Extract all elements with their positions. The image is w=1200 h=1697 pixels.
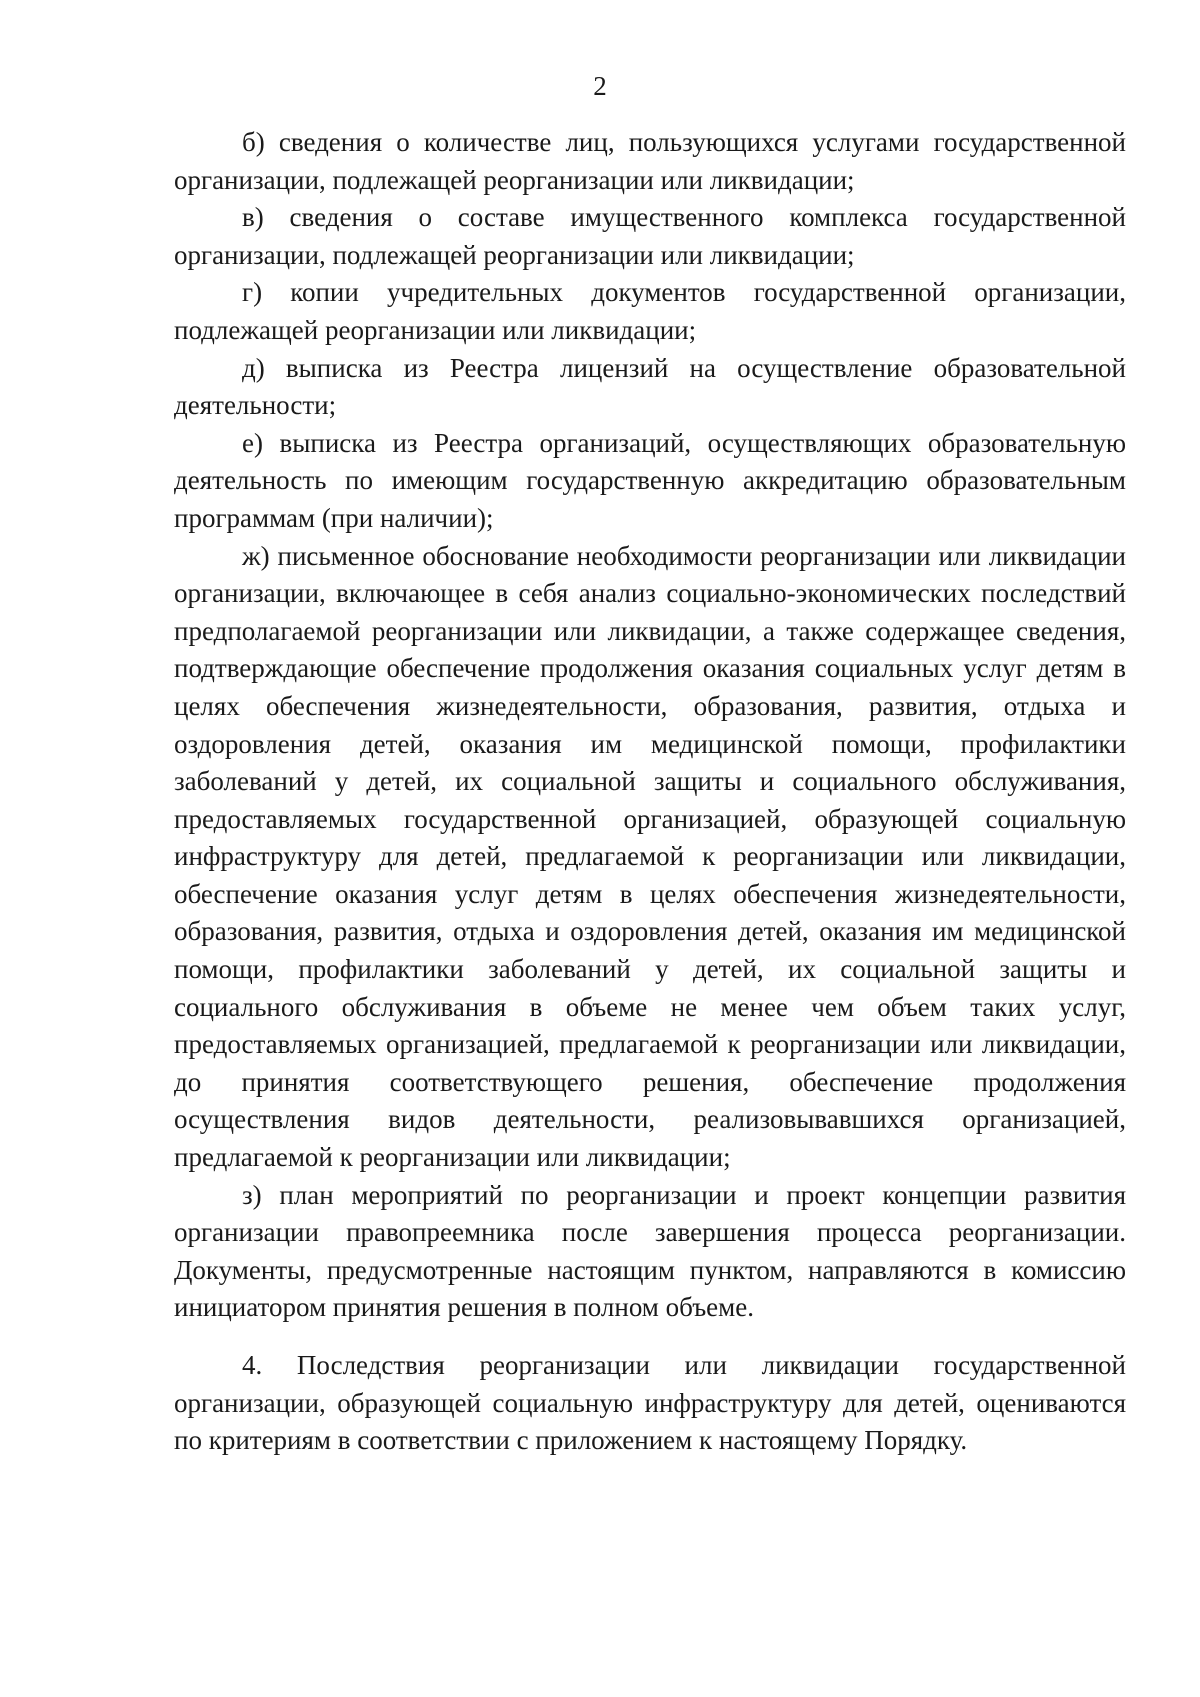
paragraph-b: б) сведения о количестве лиц, пользующихся услугами государственной организации, подлежащей реорганизации или ликвидации; — [174, 127, 1126, 195]
paragraph-e: е) выписка из Реестра организаций, осуществляющих образовательную деятельность по имеющим государственную аккредитацию образовательным программам (при наличии); — [174, 427, 1126, 533]
paragraph-d: д) выписка из Реестра лицензий на осуществление образовательной деятельности; — [174, 352, 1126, 421]
document-body — [174, 124, 1126, 1460]
page-number: 2 — [593, 71, 607, 101]
paragraph-zh: ж) письменное обоснование необходимости реорганизации или ликвидации организации, включающее в себя анализ социально-экономических последствий предполагаемой реорганизации или ликвидации, а также содержащее сведения, подтверждающие обеспечение продолжения оказания социальных услуг детям в целях обеспечения жизнедеятельности, образования, развития, отдыха и оздоровления детей, оказания им медицинской помощи, профилактики заболеваний у детей, их социальной защиты и социального обслуживания, предоставляемых государственной организацией, образующей социальную инфраструктуру для детей, предлагаемой к реорганизации или ликвидации, обеспечение оказания услуг детям в целях обеспечения жизнедеятельности, образования, развития, отдыха и оздоровления детей, оказания им медицинской помощи, профилактики заболеваний у детей, их социальной защиты и социального обслуживания в объеме не менее чем объем таких услуг, предоставляемых организацией, предлагаемой к реорганизации или ликвидации, до принятия соответствующего решения, обеспечение продолжения осуществления видов деятельности, реализовывавшихся организацией, предлагаемой к реорганизации или ликвидации; — [174, 540, 1126, 1173]
paragraph-v: в) сведения о составе имущественного комплекса государственной организации, подлежащей реорганизации или ликвидации; — [174, 202, 1126, 270]
paragraph-g: г) копии учредительных документов государственной организации, подлежащей реорганизации или ликвидации; — [174, 277, 1126, 345]
paragraph-z: з) план мероприятий по реорганизации и проект концепции развития организации правопреемника после завершения процесса реорганизации. Документы, предусмотренные настоящим пунктом, направляются в комиссию инициатором принятия решения в полном объеме. — [174, 1179, 1126, 1323]
paragraph-item-4: 4. Последствия реорганизации или ликвидации государственной организации, образующей социальную инфраструктуру для детей, оцениваются по критериям в соответствии с приложением к настоящему Порядку. — [174, 1350, 1126, 1456]
